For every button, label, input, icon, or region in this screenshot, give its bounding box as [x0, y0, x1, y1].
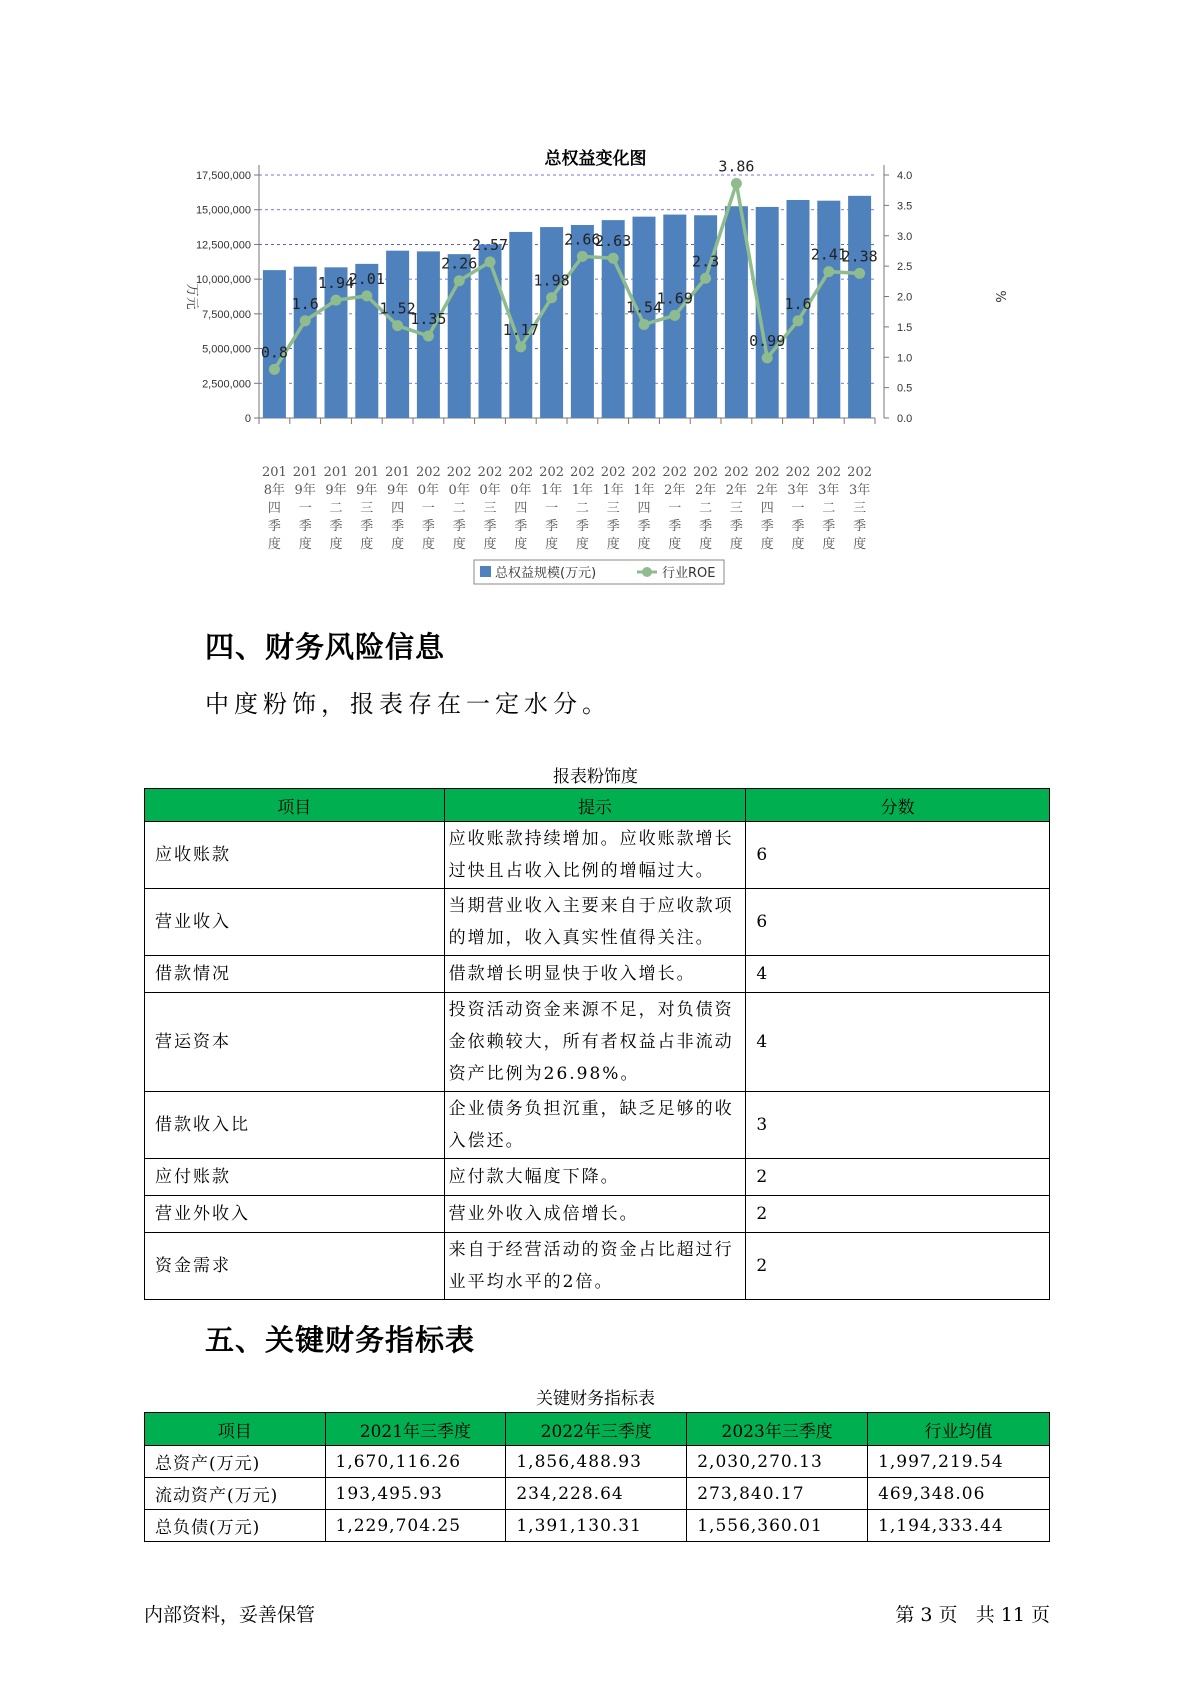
- header-2021q3: 2021年三季度: [325, 1413, 506, 1446]
- risk-item-cell: 营业收入: [145, 889, 445, 956]
- x-tick-label: 季: [791, 519, 805, 534]
- x-tick-label: 季: [606, 519, 620, 534]
- x-tick-label: 一: [791, 501, 805, 516]
- roe-data-label: 1.98: [533, 271, 570, 290]
- roe-data-label: 2.26: [441, 254, 478, 273]
- x-tick-label: 二: [822, 501, 836, 516]
- risk-score-cell: 6: [746, 889, 1050, 956]
- roe-point: [854, 268, 865, 279]
- risk-score-cell: 2: [746, 1196, 1050, 1233]
- roe-point: [485, 256, 496, 267]
- roe-point: [731, 178, 742, 189]
- risk-score-cell: 6: [746, 822, 1050, 889]
- x-tick-label: 季: [668, 519, 682, 534]
- left-axis-tick-label: 10,000,000: [195, 274, 251, 287]
- bar: [692, 215, 720, 418]
- x-tick-label: 季: [298, 519, 312, 534]
- x-tick-label: 季: [267, 519, 281, 534]
- x-tick-label: 季: [699, 519, 713, 534]
- legend-bar-swatch: [480, 566, 491, 577]
- x-tick-label: 201: [292, 465, 318, 480]
- x-tick-label: 201: [354, 465, 380, 480]
- x-tick-label: 度: [606, 537, 620, 552]
- kpi-item-cell: 总资产(万元): [145, 1446, 326, 1478]
- legend-line-label: 行业ROE: [662, 566, 716, 581]
- bar: [386, 251, 409, 418]
- x-tick-label: 度: [729, 537, 743, 552]
- legend-bar-label: 总权益规模(万元): [495, 566, 597, 581]
- x-tick-label: 1年: [540, 483, 563, 498]
- header-item: 项目: [145, 789, 445, 822]
- x-tick-label: 度: [391, 537, 405, 552]
- left-axis-tick-label: 17,500,000: [195, 170, 251, 182]
- page-mid: 页: [938, 1604, 958, 1626]
- x-tick-label: 一: [298, 501, 312, 516]
- risk-item-cell: 营业外收入: [145, 1196, 445, 1233]
- x-tick-label: 度: [699, 537, 713, 552]
- x-tick-label: 季: [760, 519, 774, 534]
- x-tick-label: 季: [637, 519, 651, 534]
- header-2023q3: 2023年三季度: [687, 1413, 868, 1446]
- right-axis-tick-label: 4.0: [897, 170, 913, 182]
- roe-point: [423, 330, 434, 341]
- x-tick-label: 8年: [263, 483, 286, 498]
- x-tick-label: 季: [421, 519, 435, 534]
- risk-score-cell: 4: [746, 993, 1050, 1092]
- header-item: 项目: [145, 1413, 326, 1446]
- kpi-row: [145, 1446, 1050, 1478]
- risk-row: [145, 822, 1050, 889]
- right-axis-label: %: [992, 290, 1007, 303]
- bar: [817, 201, 840, 418]
- x-tick-label: 202: [508, 465, 534, 480]
- roe-point: [639, 319, 650, 330]
- risk-row: [145, 1233, 1050, 1300]
- kpi-item-cell: 总负债(万元): [145, 1510, 326, 1542]
- x-tick-label: 202: [415, 465, 441, 480]
- x-tick-label: 202: [723, 465, 749, 480]
- roe-data-label: 2.57: [471, 235, 509, 254]
- bar: [540, 227, 563, 418]
- x-tick-label: 201: [385, 465, 411, 480]
- risk-item-cell: 借款收入比: [145, 1092, 445, 1159]
- x-tick-label: 202: [662, 465, 688, 480]
- roe-data-label: 2.41: [810, 245, 847, 264]
- risk-item-cell: 借款情况: [145, 956, 445, 993]
- right-axis-tick-label: 2.0: [897, 291, 913, 304]
- risk-item-cell: 营运资本: [145, 993, 445, 1092]
- kpi-table-header-row: [145, 1413, 1050, 1446]
- risk-item-cell: 资金需求: [145, 1233, 445, 1300]
- x-tick-label: 0年: [417, 483, 440, 498]
- roe-data-label: 2.63: [595, 232, 632, 251]
- x-tick-label: 202: [539, 465, 565, 480]
- bar: [479, 244, 502, 418]
- risk-hint-cell: 来自于经营活动的资金占比超过行业平均水平的2倍。: [444, 1233, 746, 1300]
- x-tick-label: 一: [668, 501, 682, 516]
- roe-point: [300, 315, 311, 326]
- risk-summary-text: 中度粉饰，报表存在一定水分。: [205, 690, 611, 718]
- x-tick-label: 二: [329, 501, 343, 516]
- risk-table: [144, 788, 1050, 1300]
- risk-item-cell: 应付账款: [145, 1159, 445, 1196]
- total-num: 11: [1000, 1604, 1025, 1626]
- x-tick-label: 201: [323, 465, 349, 480]
- x-tick-label: 三: [483, 501, 497, 516]
- x-tick-label: 一: [545, 501, 559, 516]
- x-tick-label: 0年: [448, 483, 470, 498]
- right-axis-tick-label: 2.5: [897, 261, 913, 274]
- risk-table-caption: 报表粉饰度: [553, 767, 638, 787]
- chart-title: 总权益变化图: [544, 149, 647, 169]
- roe-point: [269, 364, 280, 375]
- header-hint: 提示: [444, 789, 746, 822]
- x-tick-label: 度: [791, 537, 805, 552]
- risk-row: [145, 1092, 1050, 1159]
- total-suffix: 页: [1030, 1604, 1050, 1626]
- x-tick-label: 1年: [571, 483, 594, 498]
- kpi-2021q3-cell: 1,229,704.25: [325, 1510, 506, 1542]
- risk-score-cell: 3: [746, 1092, 1050, 1159]
- left-axis-label: 万元: [184, 283, 199, 310]
- kpi-table: [144, 1412, 1050, 1542]
- x-tick-label: 季: [514, 519, 528, 534]
- roe-data-label: 1.6: [784, 294, 812, 313]
- kpi-industry-avg-cell: 469,348.06: [868, 1478, 1050, 1510]
- page-prefix: 第: [895, 1604, 915, 1626]
- x-tick-label: 二: [452, 501, 466, 516]
- roe-data-label: 1.69: [656, 289, 693, 308]
- x-tick-label: 三: [360, 501, 374, 516]
- x-tick-label: 度: [853, 537, 867, 552]
- roe-data-label: 0.99: [749, 331, 786, 350]
- risk-table-header-row: [145, 789, 1050, 822]
- roe-data-label: 2.38: [841, 247, 878, 266]
- kpi-item-cell: 流动资产(万元): [145, 1478, 326, 1510]
- x-tick-label: 度: [668, 537, 682, 552]
- page-num: 3: [920, 1604, 933, 1626]
- header-score: 分数: [746, 789, 1050, 822]
- total-prefix: 共: [975, 1604, 995, 1626]
- kpi-2023q3-cell: 273,840.17: [687, 1478, 868, 1510]
- x-tick-label: 季: [483, 519, 497, 534]
- kpi-2021q3-cell: 1,670,116.26: [325, 1446, 506, 1478]
- footer-confidential: 内部资料，妥善保管: [144, 1604, 316, 1626]
- x-tick-label: 度: [575, 537, 589, 552]
- x-tick-label: 一: [421, 501, 435, 516]
- x-tick-label: 三: [606, 501, 620, 516]
- roe-point: [669, 310, 680, 321]
- x-tick-label: 度: [421, 537, 435, 552]
- x-tick-label: 202: [477, 465, 503, 480]
- bar: [848, 196, 871, 418]
- roe-point: [515, 341, 526, 352]
- x-tick-label: 度: [452, 537, 466, 552]
- x-tick-label: 201: [261, 465, 287, 480]
- risk-score-cell: 4: [746, 956, 1050, 993]
- roe-data-label: 1.54: [625, 298, 663, 317]
- x-tick-label: 季: [391, 519, 405, 534]
- kpi-industry-avg-cell: 1,997,219.54: [868, 1446, 1050, 1478]
- x-tick-label: 9年: [325, 483, 347, 498]
- roe-point: [823, 266, 834, 277]
- kpi-row: [145, 1478, 1050, 1510]
- right-axis-tick-label: 3.5: [897, 200, 913, 213]
- x-tick-label: 度: [267, 537, 281, 552]
- x-tick-label: 202: [600, 465, 626, 480]
- x-tick-label: 四: [514, 501, 528, 516]
- x-tick-label: 202: [569, 465, 595, 480]
- x-tick-label: 度: [760, 537, 774, 552]
- risk-hint-cell: 应付款大幅度下降。: [444, 1159, 746, 1196]
- x-tick-label: 度: [360, 537, 374, 552]
- roe-point: [700, 273, 711, 284]
- x-tick-label: 度: [483, 537, 497, 552]
- roe-data-label: 1.6: [291, 294, 319, 313]
- x-tick-label: 季: [575, 519, 589, 534]
- x-tick-label: 202: [693, 465, 719, 480]
- x-tick-label: 度: [545, 537, 559, 552]
- x-tick-label: 2年: [756, 483, 778, 498]
- legend-line-marker: [642, 567, 652, 577]
- x-tick-label: 季: [360, 519, 374, 534]
- risk-score-cell: 2: [746, 1159, 1050, 1196]
- kpi-row: [145, 1510, 1050, 1542]
- kpi-2023q3-cell: 1,556,360.01: [687, 1510, 868, 1542]
- risk-row: [145, 1159, 1050, 1196]
- x-tick-label: 9年: [386, 483, 409, 498]
- right-axis-tick-label: 0.0: [897, 413, 913, 425]
- kpi-2022q3-cell: 1,391,130.31: [506, 1510, 687, 1542]
- header-2022q3: 2022年三季度: [506, 1413, 687, 1446]
- footer-page-number: [895, 1600, 1050, 1627]
- equity-change-chart: [0, 0, 1191, 600]
- roe-data-label: 2.66: [564, 230, 601, 249]
- risk-hint-cell: 营业外收入成倍增长。: [444, 1196, 746, 1233]
- x-tick-label: 度: [514, 537, 528, 552]
- kpi-2022q3-cell: 234,228.64: [506, 1478, 687, 1510]
- risk-row: [145, 993, 1050, 1092]
- roe-point: [546, 292, 557, 303]
- risk-hint-cell: 借款增长明显快于收入增长。: [444, 956, 746, 993]
- bar: [291, 267, 319, 418]
- roe-data-label: 2.01: [348, 269, 385, 288]
- x-tick-label: 3年: [818, 483, 840, 498]
- right-axis-tick-label: 1.5: [897, 321, 913, 334]
- x-tick-label: 9年: [294, 483, 316, 498]
- roe-data-label: 2.3: [692, 252, 720, 271]
- right-axis-tick-label: 3.0: [897, 230, 913, 243]
- x-tick-label: 度: [822, 537, 836, 552]
- left-axis-tick-label: 15,000,000: [195, 204, 251, 217]
- kpi-2022q3-cell: 1,856,488.93: [506, 1446, 687, 1478]
- roe-data-label: 1.94: [317, 274, 355, 293]
- x-tick-label: 四: [760, 501, 774, 516]
- x-tick-label: 3年: [848, 483, 871, 498]
- x-tick-label: 202: [754, 465, 780, 480]
- roe-point: [331, 295, 342, 306]
- bar: [633, 217, 656, 418]
- risk-row: [145, 956, 1050, 993]
- left-axis-tick-label: 7,500,000: [202, 308, 251, 321]
- x-tick-label: 二: [575, 501, 589, 516]
- roe-point: [577, 251, 588, 262]
- roe-point: [454, 275, 465, 286]
- x-tick-label: 度: [329, 537, 343, 552]
- x-tick-label: 202: [785, 465, 811, 480]
- roe-data-label: 1.17: [502, 320, 539, 339]
- risk-hint-cell: 应收账款持续增加。应收账款增长过快且占收入比例的增幅过大。: [444, 822, 746, 889]
- x-tick-label: 202: [816, 465, 842, 480]
- right-axis-tick-label: 1.0: [897, 352, 913, 365]
- roe-data-label: 1.52: [379, 299, 416, 318]
- x-tick-label: 季: [545, 519, 559, 534]
- x-tick-label: 二: [699, 501, 713, 516]
- left-axis-tick-label: 12,500,000: [195, 239, 251, 252]
- risk-hint-cell: 投资活动资金来源不足，对负债资金依赖较大，所有者权益占非流动资产比例为26.98%。: [444, 993, 746, 1092]
- x-tick-label: 季: [329, 519, 343, 534]
- left-axis-tick-label: 0: [244, 413, 251, 425]
- x-tick-label: 1年: [602, 483, 624, 498]
- x-tick-label: 3年: [787, 483, 809, 498]
- x-tick-label: 202: [847, 465, 873, 480]
- right-axis-tick-label: 0.5: [897, 382, 913, 395]
- roe-data-label: 1.35: [410, 309, 447, 328]
- x-tick-label: 1年: [633, 483, 655, 498]
- risk-hint-cell: 企业债务负担沉重，缺乏足够的收入偿还。: [444, 1092, 746, 1159]
- risk-row: [145, 1196, 1050, 1233]
- x-tick-label: 三: [853, 501, 867, 516]
- kpi-2021q3-cell: 193,495.93: [325, 1478, 506, 1510]
- left-axis-tick-label: 5,000,000: [202, 343, 251, 356]
- x-tick-label: 2年: [725, 483, 748, 498]
- x-tick-label: 三: [729, 501, 743, 516]
- section-5-heading: 五、关键财务指标表: [205, 1323, 476, 1357]
- x-tick-label: 四: [391, 501, 405, 516]
- x-tick-label: 四: [637, 501, 651, 516]
- x-tick-label: 度: [298, 537, 312, 552]
- roe-point: [762, 352, 773, 363]
- risk-score-cell: 2: [746, 1233, 1050, 1300]
- x-tick-label: 202: [631, 465, 657, 480]
- roe-point: [608, 253, 619, 264]
- section-4-heading: 四、财务风险信息: [205, 630, 446, 664]
- kpi-table-caption: 关键财务指标表: [536, 1389, 655, 1409]
- x-tick-label: 0年: [479, 483, 501, 498]
- x-tick-label: 度: [637, 537, 651, 552]
- risk-item-cell: 应收账款: [145, 822, 445, 889]
- x-tick-label: 202: [446, 465, 472, 480]
- roe-data-label: 0.8: [260, 343, 288, 362]
- x-tick-label: 四: [267, 501, 281, 516]
- roe-point: [793, 315, 804, 326]
- x-tick-label: 2年: [694, 483, 717, 498]
- x-tick-label: 季: [729, 519, 743, 534]
- left-axis-tick-label: 2,500,000: [202, 378, 251, 391]
- roe-data-label: 3.86: [718, 157, 755, 176]
- roe-point: [361, 290, 372, 301]
- risk-row: [145, 889, 1050, 956]
- x-tick-label: 2年: [664, 483, 686, 498]
- kpi-industry-avg-cell: 1,194,333.44: [868, 1510, 1050, 1542]
- x-tick-label: 9年: [356, 483, 378, 498]
- roe-point: [392, 320, 403, 331]
- kpi-2023q3-cell: 2,030,270.13: [687, 1446, 868, 1478]
- risk-hint-cell: 当期营业收入主要来自于应收款项的增加，收入真实性值得关注。: [444, 889, 746, 956]
- x-tick-label: 季: [822, 519, 836, 534]
- x-tick-label: 季: [853, 519, 867, 534]
- header-industry-avg: 行业均值: [868, 1413, 1050, 1446]
- x-tick-label: 0年: [510, 483, 532, 498]
- x-tick-label: 季: [452, 519, 466, 534]
